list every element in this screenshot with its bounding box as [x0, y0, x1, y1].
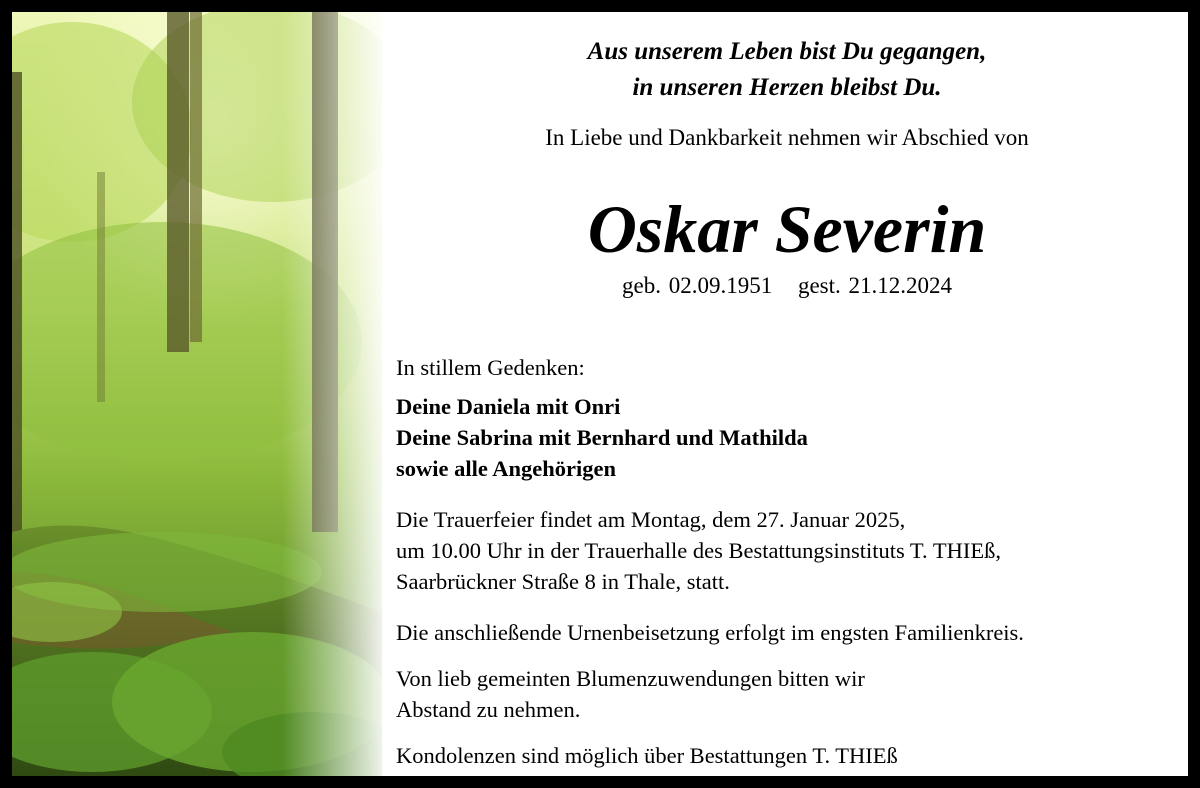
mourner-line: Deine Sabrina mit Bernhard und Mathilda: [396, 425, 808, 450]
deceased-name: Oskar Severin: [587, 191, 987, 267]
flowers-line: Von lieb gemeinten Blumenzuwendungen bitten wir: [396, 666, 865, 691]
image-fade: [282, 12, 382, 776]
remembrance-heading: In stillem Gedenken:: [396, 355, 585, 380]
condolences-note: Kondolenzen sind möglich über Bestattungen T. THIEß: [396, 743, 898, 768]
motto-line-1: Aus unserem Leben bist Du gegangen,: [587, 38, 987, 65]
motto: [392, 34, 1182, 106]
ceremony-info: [396, 504, 1186, 597]
ceremony-line: um 10.00 Uhr in der Trauerhalle des Bestattungsinstituts T. THIEß,: [396, 538, 1001, 563]
ceremony-line: Die Trauerfeier findet am Montag, dem 27. Januar 2025,: [396, 507, 906, 532]
obituary-card: [12, 12, 1188, 776]
forest-image: [12, 12, 382, 776]
death-date: gest. 21.12.2024: [797, 273, 953, 298]
flowers-note: [396, 663, 1186, 725]
urn-burial-info: Die anschließende Urnenbeisetzung erfolgt im engsten Familienkreis.: [396, 620, 1024, 645]
flowers-line: Abstand zu nehmen.: [396, 697, 581, 722]
intro-text: In Liebe und Dankbarkeit nehmen wir Abschied von: [545, 125, 1029, 150]
mourner-line: sowie alle Angehörigen: [396, 456, 616, 481]
life-dates: [392, 273, 1182, 299]
mourners-list: [396, 391, 1186, 484]
birth-date: geb. 02.09.1951: [621, 273, 773, 298]
motto-line-2: in unseren Herzen bleibst Du.: [632, 74, 942, 101]
mourner-line: Deine Daniela mit Onri: [396, 394, 621, 419]
ceremony-line: Saarbrückner Straße 8 in Thale, statt.: [396, 569, 730, 594]
